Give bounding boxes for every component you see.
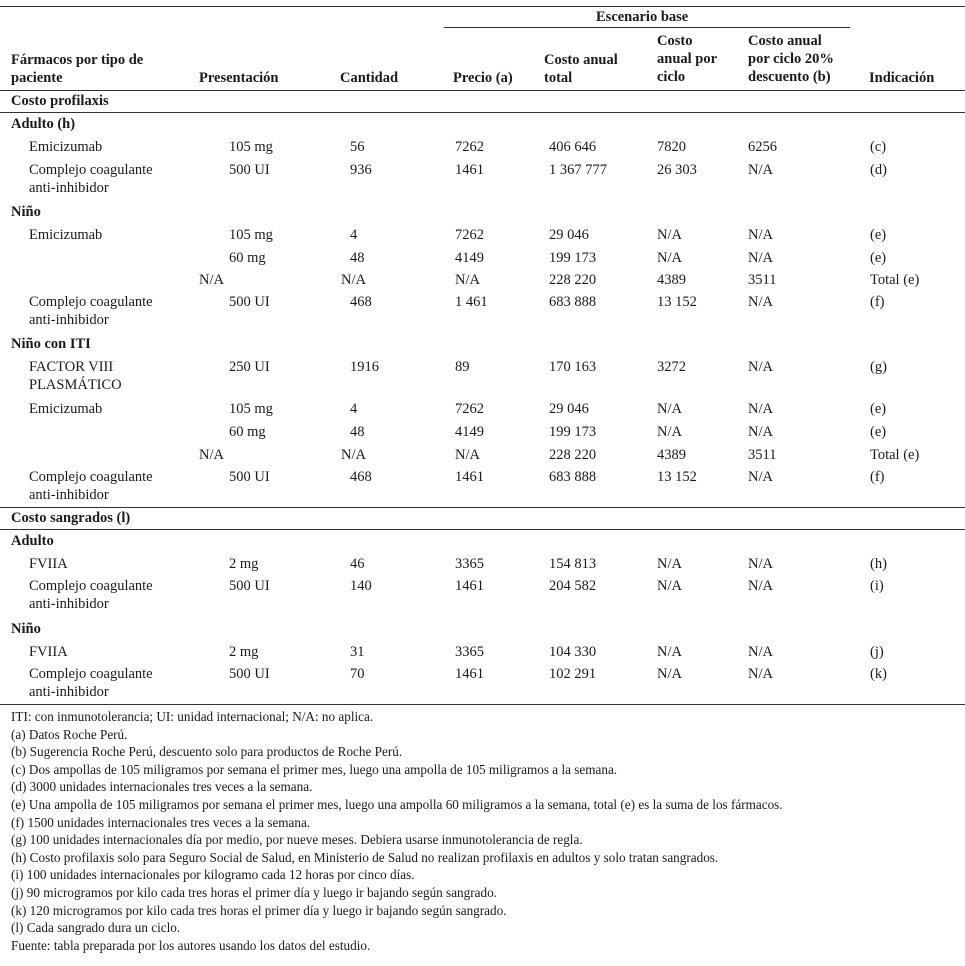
drug-name-line: FACTOR VIII <box>29 359 114 375</box>
costo-descuento-cell: N/A <box>748 250 773 266</box>
drug-name <box>29 161 153 197</box>
costo-ciclo-cell: N/A <box>657 227 682 243</box>
header-presentacion: Presentación <box>199 70 279 86</box>
precio-cell: 1461 <box>455 666 484 682</box>
drug-name-line: FVIIA <box>29 644 68 660</box>
footnote: Fuente: tabla preparada por los autores usando los datos del estudio. <box>11 937 371 953</box>
drug-name-line: anti-inhibidor <box>29 180 109 196</box>
indicacion-cell: (c) <box>870 139 887 155</box>
cantidad-cell: 48 <box>350 250 365 266</box>
costo-descuento-cell: 3511 <box>748 447 777 463</box>
presentacion-cell: 105 mg <box>229 401 273 417</box>
section-adulto: Adulto <box>11 533 54 549</box>
header-costo-anual-total: Costo anual total <box>544 52 618 86</box>
cantidad-cell: 70 <box>350 666 365 682</box>
costo-total-cell: 170 163 <box>549 359 597 375</box>
drug-name-line: Complejo coagulante <box>29 294 153 310</box>
costo-total-cell: 154 813 <box>549 556 597 572</box>
cantidad-cell: N/A <box>341 447 366 463</box>
drug-name <box>29 555 68 573</box>
drug-name-line: Emicizumab <box>29 401 103 417</box>
section-costo-sangrados: Costo sangrados (l) <box>11 510 131 526</box>
footnote: (j) 90 microgramos por kilo cada tres horas el primer día y luego ir bajando según sangrado. <box>11 884 497 900</box>
costo-total-cell: 104 330 <box>549 644 597 660</box>
presentacion-cell: 60 mg <box>229 424 266 440</box>
precio-cell: 1461 <box>455 469 484 485</box>
presentacion-cell: 2 mg <box>229 644 259 660</box>
costo-descuento-cell: N/A <box>748 227 773 243</box>
precio-cell: 1461 <box>455 578 484 594</box>
indicacion-cell: (i) <box>870 578 884 594</box>
drug-name-line: FVIIA <box>29 556 68 572</box>
header-cantidad: Cantidad <box>340 70 399 86</box>
drug-name-line: anti-inhibidor <box>29 312 109 328</box>
drug-name-line: PLASMÁTICO <box>29 377 122 393</box>
footnotes <box>11 708 783 954</box>
presentacion-cell: 105 mg <box>229 227 273 243</box>
costo-total-cell: 204 582 <box>549 578 597 594</box>
indicacion-cell: (k) <box>870 666 887 682</box>
costo-ciclo-cell: N/A <box>657 424 682 440</box>
precio-cell: 89 <box>455 359 470 375</box>
costo-total-cell: 102 291 <box>549 666 597 682</box>
costo-total-cell: 29 046 <box>549 401 589 417</box>
costo-ciclo-cell: N/A <box>657 578 682 594</box>
footnote: (l) Cada sangrado dura un ciclo. <box>11 920 181 936</box>
section-rule <box>0 507 965 508</box>
indicacion-cell: Total (e) <box>870 447 920 463</box>
header-rule <box>0 90 965 91</box>
costo-descuento-cell: N/A <box>748 359 773 375</box>
drug-name-line: Complejo coagulante <box>29 469 153 485</box>
cantidad-cell: 936 <box>350 162 372 178</box>
drug-name <box>29 665 153 701</box>
header-precio: Precio (a) <box>453 70 513 86</box>
cantidad-cell: N/A <box>341 272 366 288</box>
section-rule <box>0 112 965 113</box>
cantidad-cell: 468 <box>350 469 372 485</box>
header-costo-anual-ciclo: Costo anual por ciclo <box>657 33 718 85</box>
costo-total-cell: 29 046 <box>549 227 589 243</box>
cantidad-cell: 468 <box>350 294 372 310</box>
indicacion-cell: (e) <box>870 227 887 243</box>
costo-ciclo-cell: N/A <box>657 250 682 266</box>
precio-cell: 7262 <box>455 227 484 243</box>
header-farmacos: Fármacos por tipo de paciente <box>11 52 144 86</box>
footnote: (f) 1500 unidades internacionales tres veces a la semana. <box>11 814 311 830</box>
precio-cell: 4149 <box>455 424 484 440</box>
footnote: (k) 120 microgramos por kilo cada tres horas el primer día y luego ir bajando según sangrado. <box>11 902 507 918</box>
drug-name-line: Complejo coagulante <box>29 666 153 682</box>
indicacion-cell: (d) <box>870 162 887 178</box>
costo-ciclo-cell: N/A <box>657 666 682 682</box>
drug-name <box>29 226 102 244</box>
footnote: (h) Costo profilaxis solo para Seguro Social de Salud, en Ministerio de Salud no realizan profilaxis en adultos y solo tratan sangrados. <box>11 849 719 865</box>
bottom-rule <box>0 704 965 705</box>
drug-name-line: anti-inhibidor <box>29 596 109 612</box>
section-adulto-h: Adulto (h) <box>11 116 76 132</box>
section-nino-sangrados: Niño <box>11 621 41 637</box>
precio-cell: N/A <box>455 272 480 288</box>
header-costo-descuento: Costo anual por ciclo 20% descuento (b) <box>748 33 834 85</box>
presentacion-cell: 2 mg <box>229 556 259 572</box>
costo-ciclo-cell: 7820 <box>657 139 686 155</box>
indicacion-cell: (g) <box>870 359 887 375</box>
costo-descuento-cell: N/A <box>748 469 773 485</box>
section-nino: Niño <box>11 204 41 220</box>
footnote: (e) Una ampolla de 105 miligramos por semana el primer mes, luego una ampolla 60 miligramos a la semana, total (e) es la suma de los fármacos. <box>11 796 783 812</box>
costo-descuento-cell: N/A <box>748 162 773 178</box>
footnote: ITI: con inmunotolerancia; UI: unidad internacional; N/A: no aplica. <box>11 709 374 724</box>
presentacion-cell: 500 UI <box>229 162 270 178</box>
costo-descuento-cell: N/A <box>748 401 773 417</box>
costo-total-cell: 1 367 777 <box>549 162 607 178</box>
section-costo-profilaxis: Costo profilaxis <box>11 93 109 109</box>
drug-name-line: anti-inhibidor <box>29 487 109 503</box>
indicacion-cell: (h) <box>870 556 887 572</box>
drug-name-line: Emicizumab <box>29 227 103 243</box>
costo-ciclo-cell: 13 152 <box>657 294 697 310</box>
costo-descuento-cell: 3511 <box>748 272 777 288</box>
precio-cell: N/A <box>455 447 480 463</box>
cantidad-cell: 48 <box>350 424 365 440</box>
top-rule <box>0 6 965 7</box>
costo-total-cell: 683 888 <box>549 469 597 485</box>
presentacion-cell: N/A <box>199 447 224 463</box>
presentacion-cell: 500 UI <box>229 666 270 682</box>
cantidad-cell: 4 <box>350 401 358 417</box>
precio-cell: 4149 <box>455 250 484 266</box>
presentacion-cell: 60 mg <box>229 250 266 266</box>
footnote: (a) Datos Roche Perú. <box>11 726 128 742</box>
cantidad-cell: 31 <box>350 644 365 660</box>
section-rule <box>0 529 965 530</box>
cantidad-cell: 46 <box>350 556 365 572</box>
drug-name <box>29 468 153 504</box>
costo-total-cell: 228 220 <box>549 272 597 288</box>
costo-ciclo-cell: 4389 <box>657 272 686 288</box>
presentacion-cell: 500 UI <box>229 294 270 310</box>
indicacion-cell: Total (e) <box>870 272 920 288</box>
costo-total-cell: 199 173 <box>549 250 597 266</box>
presentacion-cell: 500 UI <box>229 578 270 594</box>
costo-total-cell: 199 173 <box>549 424 597 440</box>
drug-name <box>29 293 153 329</box>
footnote: (b) Sugerencia Roche Perú, descuento solo para productos de Roche Perú. <box>11 744 403 760</box>
group-header: Escenario base <box>596 9 689 25</box>
cantidad-cell: 4 <box>350 227 358 243</box>
costo-ciclo-cell: N/A <box>657 401 682 417</box>
footnote: (d) 3000 unidades internacionales tres veces a la semana. <box>11 779 313 795</box>
precio-cell: 7262 <box>455 401 484 417</box>
costo-ciclo-cell: N/A <box>657 556 682 572</box>
costo-descuento-cell: N/A <box>748 294 773 310</box>
costo-total-cell: 406 646 <box>549 139 597 155</box>
presentacion-cell: 250 UI <box>229 359 270 375</box>
costo-descuento-cell: 6256 <box>748 139 777 155</box>
costo-ciclo-cell: N/A <box>657 644 682 660</box>
drug-name <box>29 138 102 156</box>
precio-cell: 1461 <box>455 162 484 178</box>
drug-name-line: Complejo coagulante <box>29 162 153 178</box>
presentacion-cell: 105 mg <box>229 139 273 155</box>
footnote: (g) 100 unidades internacionales día por medio, por nueve meses. Debiera usarse inmunotolerancia de regla. <box>11 832 583 848</box>
footnote: (i) 100 unidades internacionales por kilogramo cada 12 horas por cinco días. <box>11 867 415 883</box>
precio-cell: 3365 <box>455 644 484 660</box>
precio-cell: 1 461 <box>455 294 488 310</box>
costo-ciclo-cell: 3272 <box>657 359 686 375</box>
group-header-rule <box>444 27 850 28</box>
costo-descuento-cell: N/A <box>748 424 773 440</box>
indicacion-cell: (e) <box>870 401 887 417</box>
cantidad-cell: 56 <box>350 139 365 155</box>
indicacion-cell: (e) <box>870 250 887 266</box>
indicacion-cell: (f) <box>870 294 885 310</box>
cantidad-cell: 1916 <box>350 359 379 375</box>
drug-name <box>29 643 68 661</box>
costo-descuento-cell: N/A <box>748 578 773 594</box>
section-nino-iti: Niño con ITI <box>11 336 91 352</box>
header-indicacion: Indicación <box>869 70 935 86</box>
costo-total-cell: 228 220 <box>549 447 597 463</box>
indicacion-cell: (j) <box>870 644 884 660</box>
costo-descuento-cell: N/A <box>748 556 773 572</box>
costo-total-cell: 683 888 <box>549 294 597 310</box>
costo-descuento-cell: N/A <box>748 666 773 682</box>
footnote: (c) Dos ampollas de 105 miligramos por semana el primer mes, luego una ampolla de 105 miligramos a la semana. <box>11 761 618 777</box>
precio-cell: 3365 <box>455 556 484 572</box>
costo-ciclo-cell: 26 303 <box>657 162 697 178</box>
cantidad-cell: 140 <box>350 578 372 594</box>
presentacion-cell: 500 UI <box>229 469 270 485</box>
indicacion-cell: (e) <box>870 424 887 440</box>
drug-name <box>29 577 153 613</box>
drug-name-line: Emicizumab <box>29 139 103 155</box>
indicacion-cell: (f) <box>870 469 885 485</box>
precio-cell: 7262 <box>455 139 484 155</box>
drug-name <box>29 400 102 418</box>
drug-name-line: Complejo coagulante <box>29 578 153 594</box>
costo-ciclo-cell: 13 152 <box>657 469 697 485</box>
drug-name <box>29 358 122 394</box>
drug-name-line: anti-inhibidor <box>29 684 109 700</box>
costo-descuento-cell: N/A <box>748 644 773 660</box>
presentacion-cell: N/A <box>199 272 224 288</box>
costo-ciclo-cell: 4389 <box>657 447 686 463</box>
